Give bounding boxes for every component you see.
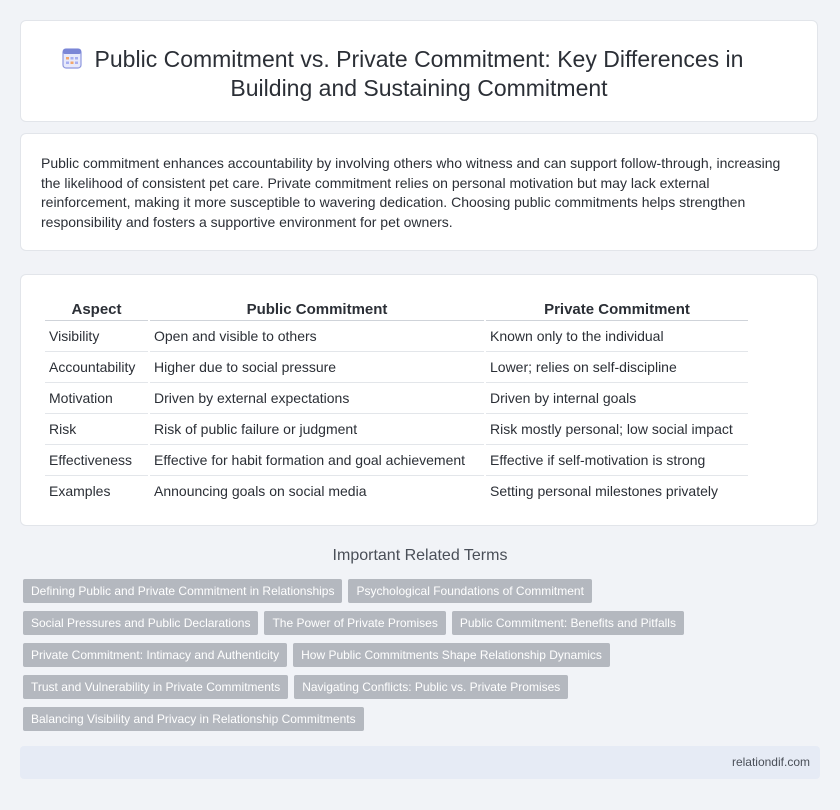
table-cell: Effective for habit formation and goal achievement: [150, 445, 484, 476]
related-term-tag[interactable]: Navigating Conflicts: Public vs. Private Promises: [294, 675, 568, 699]
related-terms-list: [23, 579, 813, 739]
table-cell: Accountability: [45, 352, 148, 383]
related-term-tag[interactable]: Defining Public and Private Commitment in Relationships: [23, 579, 342, 603]
table-row: [45, 383, 748, 414]
table-row: [45, 321, 748, 352]
footer-bar: [20, 746, 820, 779]
table-cell: Driven by external expectations: [150, 383, 484, 414]
table-row: [45, 445, 748, 476]
page-title: Public Commitment vs. Private Commitment: Key Differences in Building and Sustaining Commitment: [94, 46, 744, 101]
table-cell: Announcing goals on social media: [154, 483, 367, 499]
table-cell: Motivation: [45, 383, 148, 414]
table-row: [45, 352, 748, 383]
table-cell: Lower; relies on self-discipline: [486, 352, 748, 383]
table-cell: Higher due to social pressure: [150, 352, 484, 383]
table-cell: Risk mostly personal; low social impact: [486, 414, 748, 445]
footer-site-link[interactable]: relationdif.com: [731, 755, 810, 769]
table-cell: Visibility: [45, 321, 148, 352]
related-term-tag[interactable]: Public Commitment: Benefits and Pitfalls: [452, 611, 684, 635]
table-cell: Known only to the individual: [486, 321, 748, 352]
column-header-aspect: Aspect: [45, 295, 148, 321]
table-cell: Setting personal milestones privately: [490, 483, 719, 499]
related-term-tag[interactable]: The Power of Private Promises: [264, 611, 445, 635]
comparison-table: [43, 295, 750, 506]
table-header-row: [45, 295, 748, 321]
title-card: [20, 20, 818, 122]
table-cell: Risk of public failure or judgment: [150, 414, 484, 445]
table-cell: Driven by internal goals: [486, 383, 748, 414]
table-row: [45, 476, 748, 506]
table-cell: Examples: [49, 483, 111, 499]
related-term-tag[interactable]: Private Commitment: Intimacy and Authenticity: [23, 643, 287, 667]
intro-paragraph: Public commitment enhances accountability by involving others who witness and can support follow-through, increasing the likelihood of consistent pet care. Private commitment relies on personal motivation but may lack external reinforcement, making it more susceptible to wavering dedication. Choosing public commitments helps strengthen responsibility and fosters a supportive environment for pet owners.: [41, 155, 781, 230]
column-header-public: Public Commitment: [150, 295, 484, 321]
table-cell: Risk: [45, 414, 148, 445]
table-row: [45, 414, 748, 445]
related-terms-heading: Important Related Terms: [332, 547, 508, 564]
related-term-tag[interactable]: How Public Commitments Shape Relationship Dynamics: [293, 643, 610, 667]
table-cell: Effectiveness: [45, 445, 148, 476]
related-term-tag[interactable]: Psychological Foundations of Commitment: [348, 579, 591, 603]
comparison-table-card: [20, 274, 818, 526]
related-term-tag[interactable]: Social Pressures and Public Declarations: [23, 611, 258, 635]
related-term-tag[interactable]: Balancing Visibility and Privacy in Relationship Commitments: [23, 707, 364, 731]
intro-card: [20, 133, 818, 251]
table-cell: Effective if self-motivation is strong: [486, 445, 748, 476]
column-header-private: Private Commitment: [486, 295, 748, 321]
related-term-tag[interactable]: Trust and Vulnerability in Private Commitments: [23, 675, 288, 699]
table-cell: Open and visible to others: [150, 321, 484, 352]
